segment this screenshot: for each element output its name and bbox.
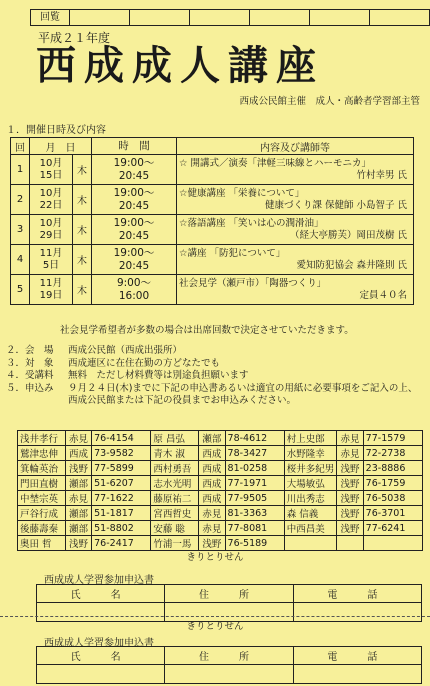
staff-area: 赤見 (337, 431, 363, 446)
info-item: ５．申込み ９月２４日(木)までに下記の申込書あるいは適宜の用紙に必要事項をご記入の上、西成公民館または下記の役員までお申込みください。 (6, 382, 418, 406)
session-weekday: 木 (73, 215, 92, 245)
circulation-cell (310, 10, 370, 25)
application-form (36, 646, 422, 684)
session-time: 19:00～ 20:45 (92, 185, 177, 215)
staff-area: 浅野 (337, 506, 363, 521)
staff-phone: 77-5899 (92, 461, 151, 476)
session-content: ☆落語講座 「笑いは心の潤滑油」 （経大亭勝芙）岡田茂樹 氏 (177, 215, 414, 245)
staff-phone: 76-1759 (363, 476, 422, 491)
staff-area: 西成 (65, 446, 91, 461)
staff-name: 鷲津忠伸 (18, 446, 66, 461)
col-header: 月 日 (30, 138, 92, 155)
staff-name: 藤原祐二 (151, 491, 199, 506)
staff-area: 赤見 (337, 446, 363, 461)
form-col-phone: 電 話 (293, 585, 421, 603)
info-item: ３．対 象 西成連区に在住在勤の方どなたでも (6, 357, 221, 369)
staff-area: 浅野 (337, 521, 363, 536)
col-header: 内容及び講師等 (177, 138, 414, 155)
circulation-cell (250, 10, 310, 25)
session-weekday: 木 (73, 245, 92, 275)
session-number: 1 (11, 155, 30, 185)
staff-name: 戸谷行成 (18, 506, 66, 521)
staff-name: 奥田 哲 (18, 536, 66, 551)
session-date: 11月 19日 (30, 275, 73, 305)
staff-name: 門田直樹 (18, 476, 66, 491)
cut-line (0, 616, 430, 617)
staff-phone: 78-4612 (225, 431, 284, 446)
schedule-row (11, 185, 414, 215)
col-header: 回 (11, 138, 30, 155)
staff-area: 浅野 (337, 491, 363, 506)
staff-area: 浅野 (337, 461, 363, 476)
form-header-row (37, 585, 422, 603)
staff-name: 原 昌弘 (151, 431, 199, 446)
staff-name: 安藤 聡 (151, 521, 199, 536)
staff-phone: 77-1971 (225, 476, 284, 491)
staff-phone: 76-2417 (92, 536, 151, 551)
staff-area: 赤見 (199, 506, 225, 521)
staff-phone: 72-2738 (363, 446, 422, 461)
session-content: ☆ 開講式／演奏「津軽三味線とハーモニカ」 竹村幸男 氏 (177, 155, 414, 185)
staff-area: 浅野 (199, 536, 225, 551)
staff-name: 川出秀志 (284, 491, 337, 506)
staff-phone: 77-8081 (225, 521, 284, 536)
staff-area: 赤見 (199, 521, 225, 536)
form-title: 西成成人学習参加申込書 (44, 638, 154, 649)
cut-line-label: きりとりせん (186, 552, 244, 563)
schedule-row (11, 275, 414, 305)
staff-area: 西成 (199, 461, 225, 476)
form-entry-row (37, 665, 422, 684)
staff-area: 瀬部 (65, 521, 91, 536)
schedule-row (11, 215, 414, 245)
session-weekday: 木 (73, 275, 92, 305)
form-title: 西成成人学習参加申込書 (44, 575, 154, 586)
staff-row (18, 506, 423, 521)
staff-area: 浅野 (65, 536, 91, 551)
staff-area: 瀬部 (65, 506, 91, 521)
form-header-row (37, 647, 422, 665)
session-content: 社会見学（瀬戸市）「陶器つくり」 定員４０名 (177, 275, 414, 305)
circulation-cell (190, 10, 250, 25)
staff-phone: 81-3363 (225, 506, 284, 521)
info-list (6, 345, 426, 408)
staff-name: 後藤壽秦 (18, 521, 66, 536)
session-number: 5 (11, 275, 30, 305)
form-col-name: 氏 名 (37, 647, 165, 665)
circulation-cell (370, 10, 429, 25)
staff-area: 赤見 (65, 431, 91, 446)
staff-name: 志水光明 (151, 476, 199, 491)
col-header: 時 間 (92, 138, 177, 155)
session-weekday: 木 (73, 185, 92, 215)
staff-phone: 77-1622 (92, 491, 151, 506)
staff-area: 西成 (199, 476, 225, 491)
form-phone-field[interactable] (293, 665, 421, 684)
session-number: 3 (11, 215, 30, 245)
staff-row (18, 446, 423, 461)
staff-name: 宮西哲史 (151, 506, 199, 521)
staff-name: 浅井孝行 (18, 431, 66, 446)
info-item: ４．受講料 無料 ただし材料費等は別途負担願います (6, 370, 249, 381)
staff-name: 青木 淑 (151, 446, 199, 461)
session-date: 10月 15日 (30, 155, 73, 185)
schedule-header-row (11, 138, 414, 155)
session-time: 19:00～ 20:45 (92, 245, 177, 275)
staff-phone: 77-1579 (363, 431, 422, 446)
session-number: 2 (11, 185, 30, 215)
info-item: ２．会 場 西成公民館（西成出張所） (6, 345, 183, 356)
schedule-row (11, 155, 414, 185)
session-content: ☆講座 「防犯について」 愛知防犯協会 森井隆則 氏 (177, 245, 414, 275)
cut-line-label: きりとりせん (186, 621, 244, 632)
staff-name: 西村勇吾 (151, 461, 199, 476)
staff-phone: 77-9505 (225, 491, 284, 506)
staff-name: 水野隆幸 (284, 446, 337, 461)
circulation-box (30, 9, 430, 26)
staff-name: 村上史郎 (284, 431, 337, 446)
form-col-address: 住 所 (165, 585, 293, 603)
organizer: 西成公民館主催 成人・高齢者学習部主管 (239, 96, 420, 107)
page-title: 西成成人講座 (36, 42, 324, 89)
circulation-label: 回覧 (31, 10, 70, 25)
staff-name: 中西昌美 (284, 521, 337, 536)
field-trip-note: 社会見学希望者が多数の場合は出席回数で決定させていただきます。 (60, 325, 354, 336)
schedule-heading: １．開催日時及び内容 (6, 125, 106, 136)
session-weekday: 木 (73, 155, 92, 185)
staff-phone: 76-4154 (92, 431, 151, 446)
staff-area: 浅野 (65, 461, 91, 476)
staff-row (18, 461, 423, 476)
staff-phone: 51-8802 (92, 521, 151, 536)
schedule-row (11, 245, 414, 275)
fiscal-year: 平成２１年度 (38, 31, 111, 45)
form-name-field[interactable] (37, 665, 165, 684)
staff-row (18, 476, 423, 491)
staff-phone: 76-5038 (363, 491, 422, 506)
staff-area: 浅野 (337, 476, 363, 491)
staff-name: 桜井多紀男 (284, 461, 337, 476)
staff-phone: 76-3701 (363, 506, 422, 521)
form-col-phone: 電 話 (293, 647, 421, 665)
session-content: ☆健康講座 「栄養について」 健康づくり課 保健師 小島智子 氏 (177, 185, 414, 215)
staff-phone: 81-0258 (225, 461, 284, 476)
session-date: 10月 22日 (30, 185, 73, 215)
session-date: 11月 5日 (30, 245, 73, 275)
circulation-cell (130, 10, 190, 25)
staff-name: 大場敏弘 (284, 476, 337, 491)
form-col-name: 氏 名 (37, 585, 165, 603)
form-address-field[interactable] (165, 665, 293, 684)
staff-phone: 78-3427 (225, 446, 284, 461)
staff-area: 瀬部 (65, 476, 91, 491)
staff-phone: 51-1817 (92, 506, 151, 521)
staff-area: 西成 (199, 491, 225, 506)
staff-row (18, 431, 423, 446)
circulation-cell (70, 10, 130, 25)
session-time: 9:00～ 16:00 (92, 275, 177, 305)
staff-phone: 77-6241 (363, 521, 422, 536)
session-date: 10月 29日 (30, 215, 73, 245)
staff-name: 中埜宗英 (18, 491, 66, 506)
session-number: 4 (11, 245, 30, 275)
schedule-table (10, 137, 414, 305)
session-time: 19:00～ 20:45 (92, 215, 177, 245)
staff-area: 西成 (199, 446, 225, 461)
staff-contact-table (17, 430, 423, 551)
staff-area: 瀬部 (199, 431, 225, 446)
staff-name: 森 信義 (284, 506, 337, 521)
form-col-address: 住 所 (165, 647, 293, 665)
staff-phone: 76-5189 (225, 536, 284, 551)
staff-phone: 73-9582 (92, 446, 151, 461)
staff-area: 赤見 (65, 491, 91, 506)
staff-phone: 51-6207 (92, 476, 151, 491)
staff-name: 箕輪英治 (18, 461, 66, 476)
staff-name: 竹浦一馬 (151, 536, 199, 551)
session-time: 19:00～ 20:45 (92, 155, 177, 185)
staff-row (18, 491, 423, 506)
staff-row (18, 521, 423, 536)
staff-phone: 23-8886 (363, 461, 422, 476)
